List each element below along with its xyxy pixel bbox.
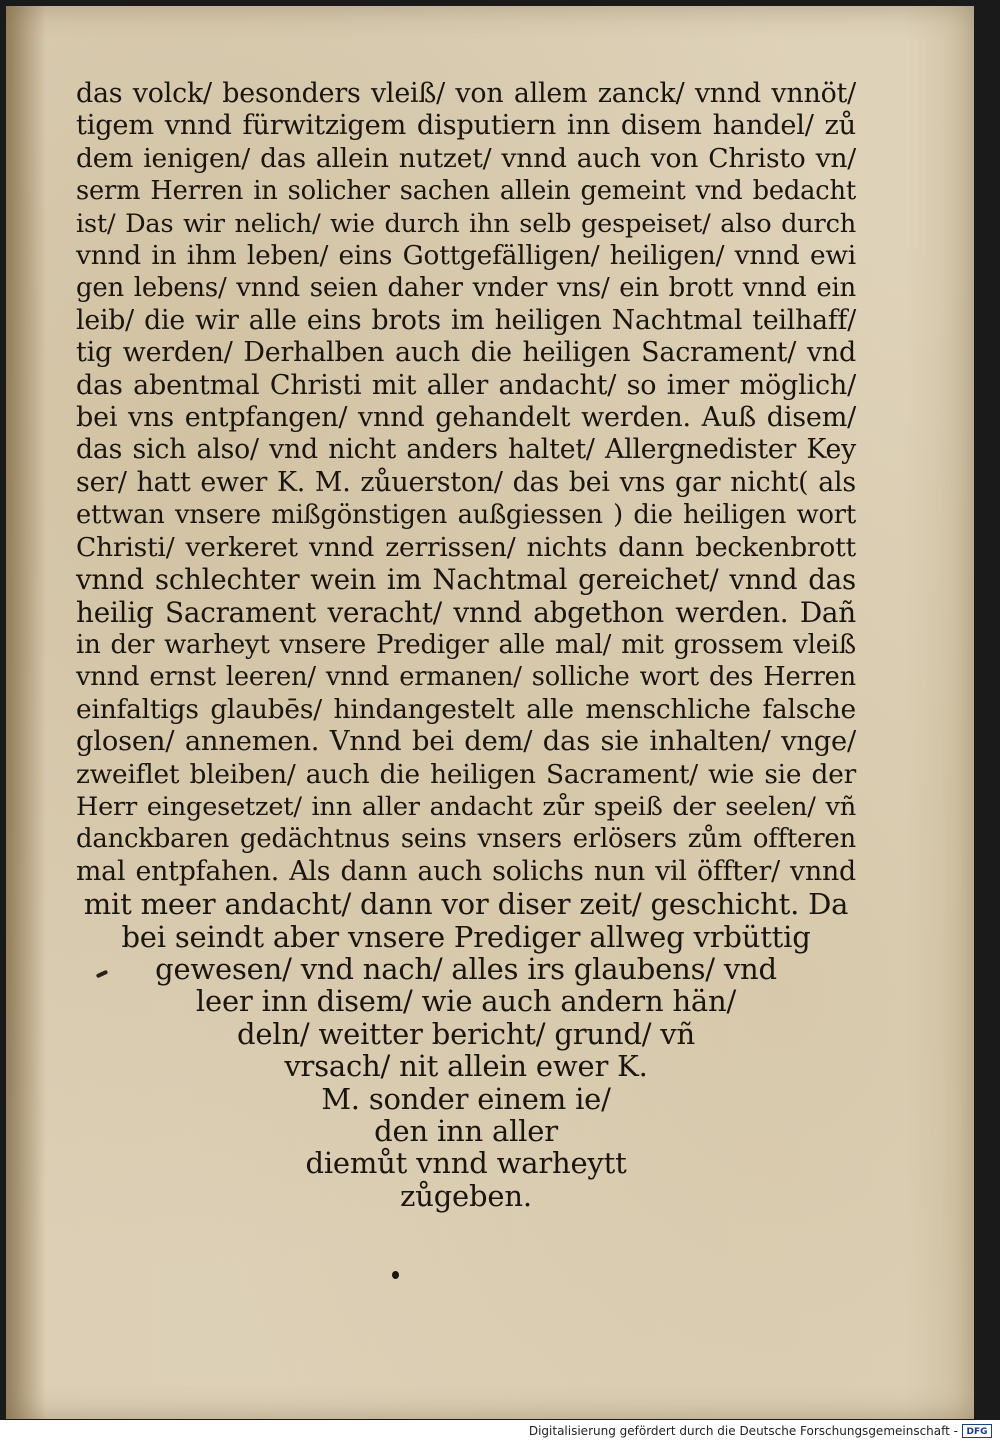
text-line: zweiflet bleiben/ auch die heiligen Sacrament/ wie sie der [76, 759, 856, 790]
dfg-logo-icon: DFG [962, 1424, 992, 1438]
funding-credit: Digitalisierung gefördert durch die Deutsche Forschungsgemeinschaft - [528, 1424, 958, 1438]
text-line: Herr eingesetzet/ inn aller andacht zůr speiß der seelen/ vñ [76, 791, 856, 822]
tail-line: leer inn disem/ wie auch andern hän/ [195, 984, 737, 1019]
tail-line: diemůt vnnd warheytt [305, 1146, 627, 1181]
text-line: das abentmal Christi mit aller andacht/ so imer möglich/ [76, 369, 856, 401]
text-line: das sich also/ vnd nicht anders haltet/ Allergnedister Key [76, 434, 856, 466]
text-line: tigem vnnd fürwitzigem disputiern inn disem handel/ zů [76, 110, 856, 142]
text-block [76, 78, 856, 1212]
text-line: tig werden/ Derhalben auch die heiligen Sacrament/ vnd [76, 337, 856, 369]
text-line: gen lebens/ vnnd seien daher vnder vns/ ein brott vnnd ein [76, 273, 856, 304]
text-line: vnnd ernst leeren/ vnnd ermanen/ solliche wort des Herren [76, 662, 856, 693]
text-line: ser/ hatt ewer K. M. zůuerston/ das bei vns gar nicht( als [76, 466, 856, 498]
tail-line: M. sonder einem ie/ [321, 1081, 611, 1116]
text-line: glosen/ annemen. Vnnd bei dem/ das sie inhalten/ vnge/ [76, 726, 856, 758]
footer-bar [0, 1420, 1000, 1443]
text-line: mal entpfahen. Als dann auch solichs nun vil öffter/ vnnd [76, 855, 856, 887]
tail-line: bei seindt aber vnsere Prediger allweg vrbüttig [121, 919, 811, 954]
tail-line: gewesen/ vnd nach/ alles irs glaubens/ vnd [155, 951, 777, 986]
tail-line: den inn aller [374, 1114, 558, 1148]
book-page [6, 6, 974, 1419]
text-line: das volck/ besonders vleiß/ von allem zanck/ vnnd vnnöt/ [76, 78, 856, 109]
text-line: einfaltigs glaubēs/ hindangestelt alle menschliche falsche [76, 693, 856, 725]
tail-line: mit meer andacht/ dann vor diser zeit/ geschicht. Da [83, 887, 849, 922]
text-line: in der warheyt vnsere Prediger alle mal/ mit grossem vleiß [76, 629, 856, 660]
text-line: ist/ Das wir nelich/ wie durch ihn selb gespeiset/ also durch [76, 208, 856, 239]
page-binding-shadow [6, 6, 46, 1419]
tail-line: deln/ weitter bericht/ grund/ vñ [237, 1016, 695, 1051]
text-line: bei vns entpfangen/ vnnd gehandelt werden. Auß disem/ [76, 402, 856, 434]
ornament-dot [392, 1271, 399, 1279]
text-line: vnnd schlechter wein im Nachtmal gereichet/ vnnd das [76, 563, 856, 597]
text-line: Christi/ verkeret vnnd zerrissen/ nichts dann beckenbrott [76, 531, 856, 563]
text-line: ettwan vnsere mißgönstigen außgiessen ) die heiligen wort [76, 500, 856, 531]
text-line: heilig Sacrament veracht/ vnnd abgethon werden. Dañ [76, 595, 856, 629]
text-line: vnnd in ihm leben/ eins Gottgefälligen/ heiligen/ vnnd ewi [76, 241, 856, 272]
text-line: danckbaren gedächtnus seins vnsers erlösers zům offteren [76, 824, 856, 855]
text-line: dem ienigen/ das allein nutzet/ vnnd auch von Christo vn/ [76, 142, 856, 174]
tail-line: zůgeben. [400, 1178, 532, 1213]
tail-line: vrsach/ nit allein ewer K. [284, 1049, 648, 1084]
text-line: leib/ die wir alle eins brots im heiligen Nachtmal teilhaff/ [76, 304, 856, 336]
text-line: serm Herren in solicher sachen allein gemeint vnd bedacht [76, 176, 856, 207]
